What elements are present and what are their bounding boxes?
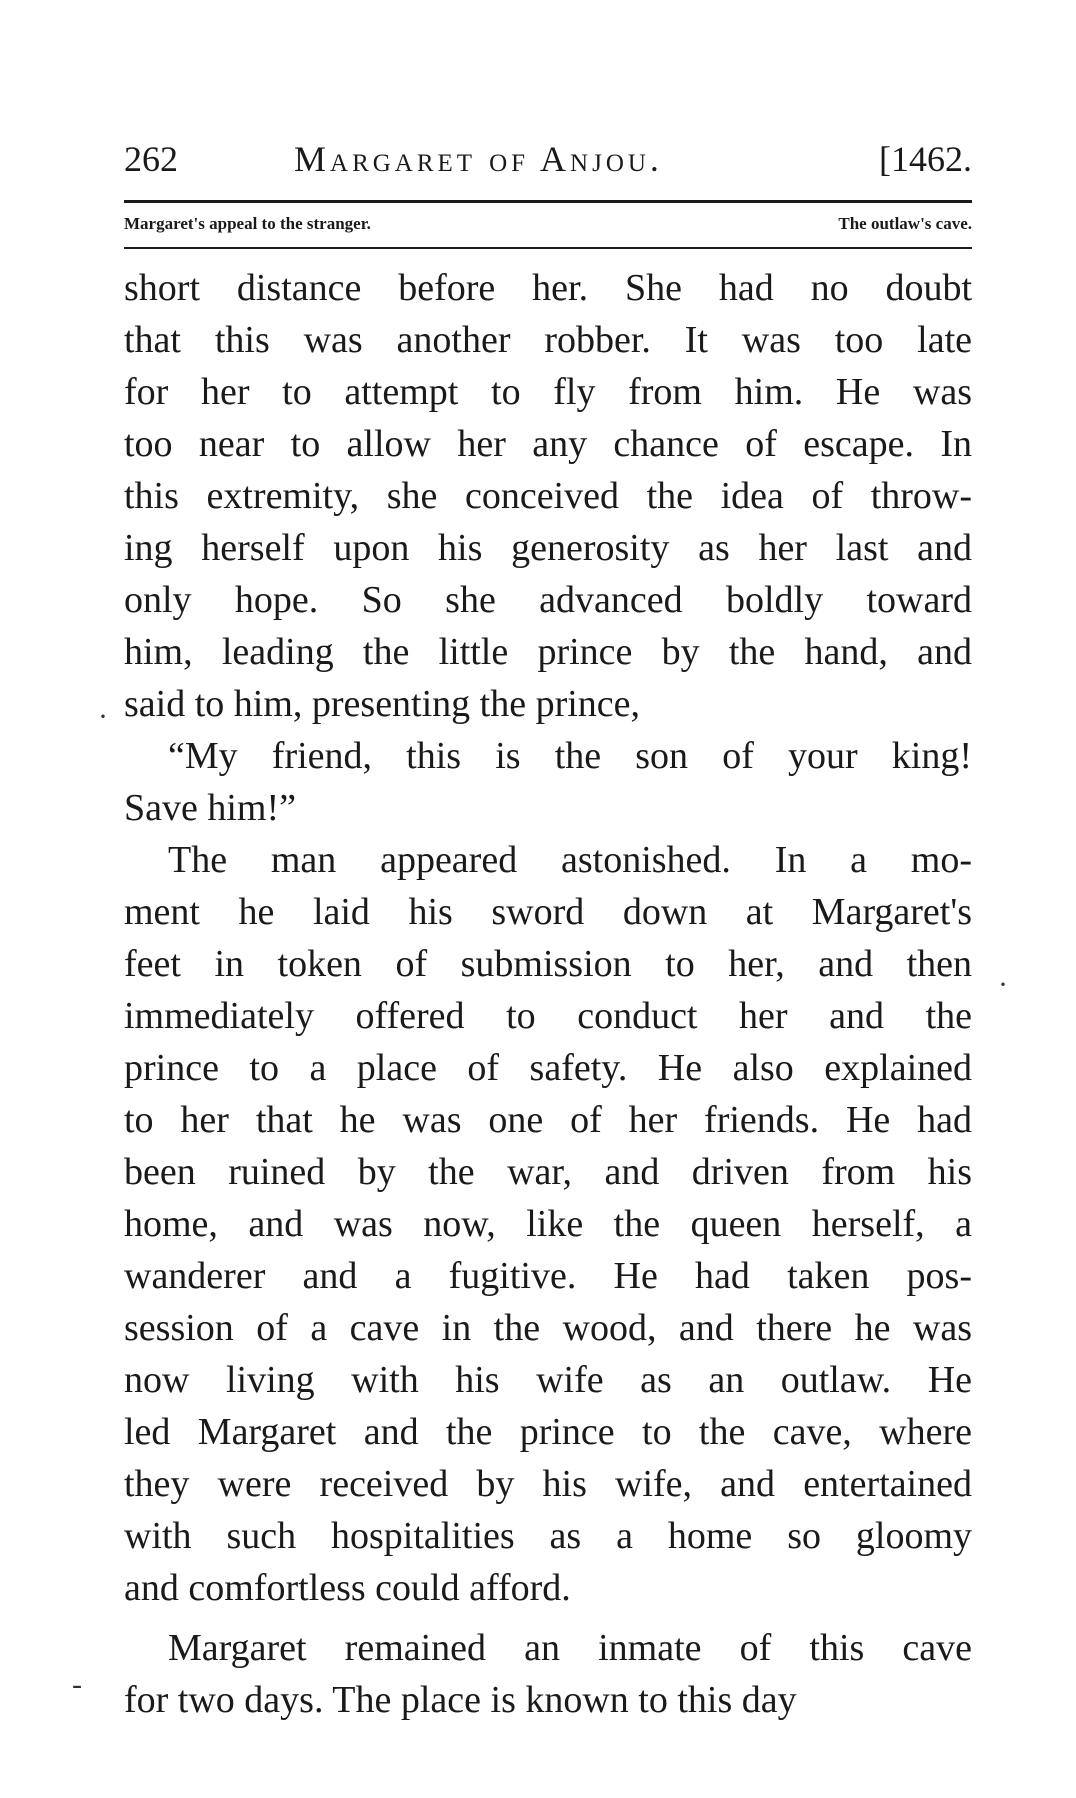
paragraph <box>124 1622 972 1726</box>
text-line: session of a cave in the wood, and there he was <box>124 1307 972 1349</box>
text-line: ing herself upon his generosity as her last and <box>124 527 972 569</box>
text-line: feet in token of submission to her, and then <box>124 943 972 985</box>
paragraph <box>124 834 972 1614</box>
text-line: ment he laid his sword down at Margaret's <box>124 891 972 933</box>
text-line: him, leading the little prince by the hand, and <box>124 631 972 673</box>
side-heading-right: The outlaw's cave. <box>838 214 972 233</box>
paragraph <box>124 262 972 730</box>
text-line: led Margaret and the prince to the cave, where <box>124 1411 972 1453</box>
text-line: they were received by his wife, and entertained <box>124 1463 972 1505</box>
text-line: short distance before her. She had no doubt <box>124 267 972 309</box>
side-heading-left: Margaret's appeal to the stranger. <box>124 214 371 233</box>
text-line: too near to allow her any chance of escape. In <box>124 423 972 465</box>
text-line: with such hospitalities as a home so gloomy <box>124 1515 972 1557</box>
text-line: Save him!” <box>124 787 297 829</box>
text-line: to her that he was one of her friends. He had <box>124 1099 972 1141</box>
text-line: and comfortless could afford. <box>124 1567 571 1609</box>
text-line: Margaret remained an inmate of this cave <box>168 1627 972 1669</box>
body-text <box>124 262 972 1726</box>
text-line: prince to a place of safety. He also explained <box>124 1047 972 1089</box>
text-line: this extremity, she conceived the idea of throw- <box>124 475 972 517</box>
text-line: been ruined by the war, and driven from his <box>124 1151 972 1193</box>
text-line: wanderer and a fugitive. He had taken pos- <box>124 1255 972 1297</box>
margin-mark: · <box>998 968 1008 1001</box>
text-line: home, and was now, like the queen herself, a <box>124 1203 972 1245</box>
text-line: for her to attempt to fly from him. He was <box>124 371 972 413</box>
text-line: now living with his wife as an outlaw. He <box>124 1359 972 1401</box>
text-line: said to him, presenting the prince, <box>124 683 641 725</box>
header-rule <box>124 200 972 203</box>
subheader-rule <box>124 247 972 249</box>
margin-mark: - <box>72 1668 82 1701</box>
running-title: Margaret of Anjou. <box>294 139 663 179</box>
margin-mark: · <box>98 700 108 733</box>
text-line: immediately offered to conduct her and the <box>124 995 972 1037</box>
text-line: for two days. The place is known to this day <box>124 1679 797 1721</box>
header-year: [1462. <box>879 139 972 179</box>
page-number: 262 <box>124 139 178 179</box>
text-line: that this was another robber. It was too late <box>124 319 972 361</box>
text-line: The man appeared astonished. In a mo- <box>168 839 972 881</box>
running-header <box>124 138 972 190</box>
text-line: only hope. So she advanced boldly toward <box>124 579 972 621</box>
text-line: “My friend, this is the son of your king! <box>168 735 972 777</box>
paragraph <box>124 730 972 834</box>
side-headings <box>124 210 972 242</box>
